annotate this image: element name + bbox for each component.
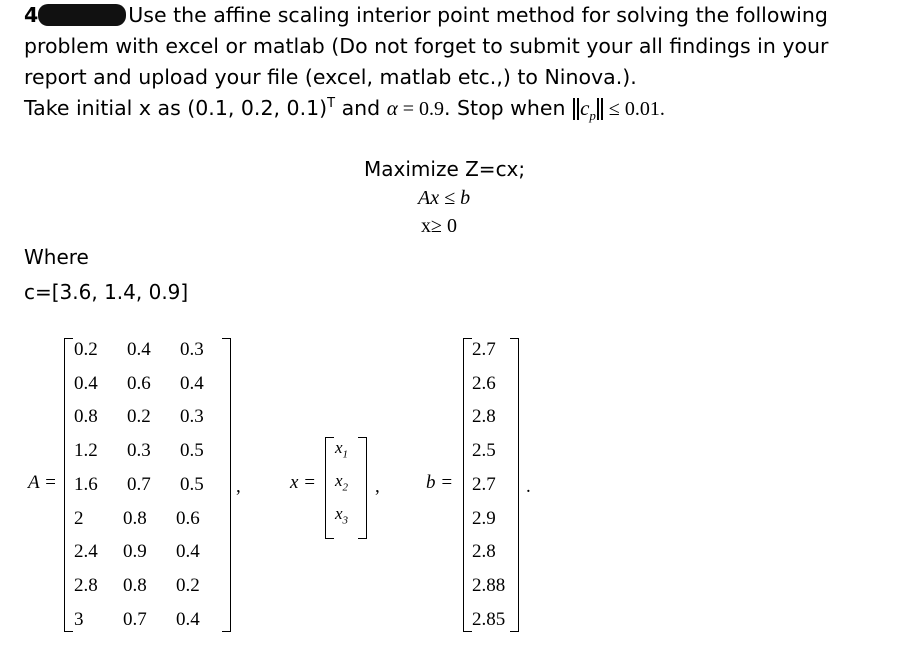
comma-after-x: , [375,476,380,497]
transpose-mark: T [327,96,336,112]
vector-x-entry: $x_2$ [335,471,349,494]
vector-b-entry: 2.8 [472,541,496,563]
matrix-a-label: A = [28,472,57,493]
vector-x-right-bracket [358,437,367,539]
nonnegativity: x≥ 0 [421,215,457,237]
matrix-a-left-bracket [64,338,73,632]
constraint: Ax ≤ b [418,187,471,209]
alpha-value: = 0.9 [397,98,445,120]
matrix-a-right-bracket [222,338,231,632]
vector-b-entry: 2.9 [472,507,496,529]
vector-b-entry: 2.7 [472,473,496,495]
vector-b-entry: 2.8 [472,406,496,428]
matrix-a-cell: 2.4 [74,541,98,563]
initial-x-text: Take initial x as (0.1, 0.2, 0.1) [24,96,328,120]
vector-b-entry: 2.7 [472,339,496,360]
matrix-a-cell: 0.3 [180,406,204,428]
c-vector: c=[3.6, 1.4, 0.9] [24,280,189,304]
matrix-a-cell: 0.4 [74,372,98,394]
vector-x-label: x = [290,472,317,493]
period-after-b: . [526,476,531,497]
matrix-a-cell: 0.5 [180,473,204,495]
vector-b-entry: 2.88 [472,574,506,596]
matrix-a-cell: 0.4 [176,541,200,563]
vector-b-entry: 2.6 [472,372,496,394]
matrix-a-cell: 2.8 [74,574,98,596]
comma-after-a: , [236,476,241,497]
matrix-a-cell: 3 [74,608,84,630]
matrix-a-cell: 0.8 [123,574,147,596]
problem-number: 4 [24,3,39,27]
problem-line-4 [24,96,665,124]
and-text: and [335,96,387,120]
matrix-a-cell: 0.6 [127,372,151,394]
matrix-a-cell: 0.2 [74,339,98,360]
matrix-a-cell: 0.5 [180,440,204,462]
matrix-a-cell: 1.6 [74,473,98,495]
vector-b-right-bracket [510,338,519,632]
matrix-a-cell: 0.4 [180,372,204,394]
vector-x-entry: $x_1$ [335,438,349,461]
matrix-a-cell: 0.6 [176,507,200,529]
vector-b-entry: 2.5 [472,440,496,462]
redaction-mark [38,4,126,26]
stop-threshold: ≤ 0.01. [603,98,665,120]
vector-b-label: b = [426,472,454,493]
where-label: Where [24,245,89,269]
matrix-a-cell: 0.7 [127,473,151,495]
problem-text-1: Use the affine scaling interior point method for solving the following [128,3,828,27]
problem-line-3: report and upload your file (excel, matlab etc.,) to Ninova.). [24,65,637,89]
problem-line-1 [24,3,828,27]
matrix-a-cell: 0.4 [176,608,200,630]
matrix-a-cell: 0.3 [180,339,204,360]
vector-x-entry: $x_3$ [335,504,349,527]
matrix-a-cell: 0.2 [127,406,151,428]
alpha-symbol: α [386,96,398,120]
matrix-a-cell: 0.3 [127,440,151,462]
stop-text: . Stop when [444,96,573,120]
matrix-a-cell: 0.8 [123,507,147,529]
vector-b-entry: 2.85 [472,608,506,630]
matrix-a-cell: 0.2 [176,574,200,596]
cp-symbol: $c_p$ [580,96,596,124]
matrix-a-cell: 0.7 [123,608,147,630]
vector-x-left-bracket [325,437,334,539]
problem-line-2: problem with excel or matlab (Do not forget to submit your all findings in your [24,34,829,58]
matrix-a-cell: 2 [74,507,84,529]
matrix-a-cell: 0.9 [123,541,147,563]
matrix-a-cell: 0.8 [74,406,98,428]
vector-b-left-bracket [463,338,472,632]
matrix-a-cell: 0.4 [127,339,151,360]
matrix-a-cell: 1.2 [74,440,98,462]
objective: Maximize Z=cx; [364,157,526,181]
